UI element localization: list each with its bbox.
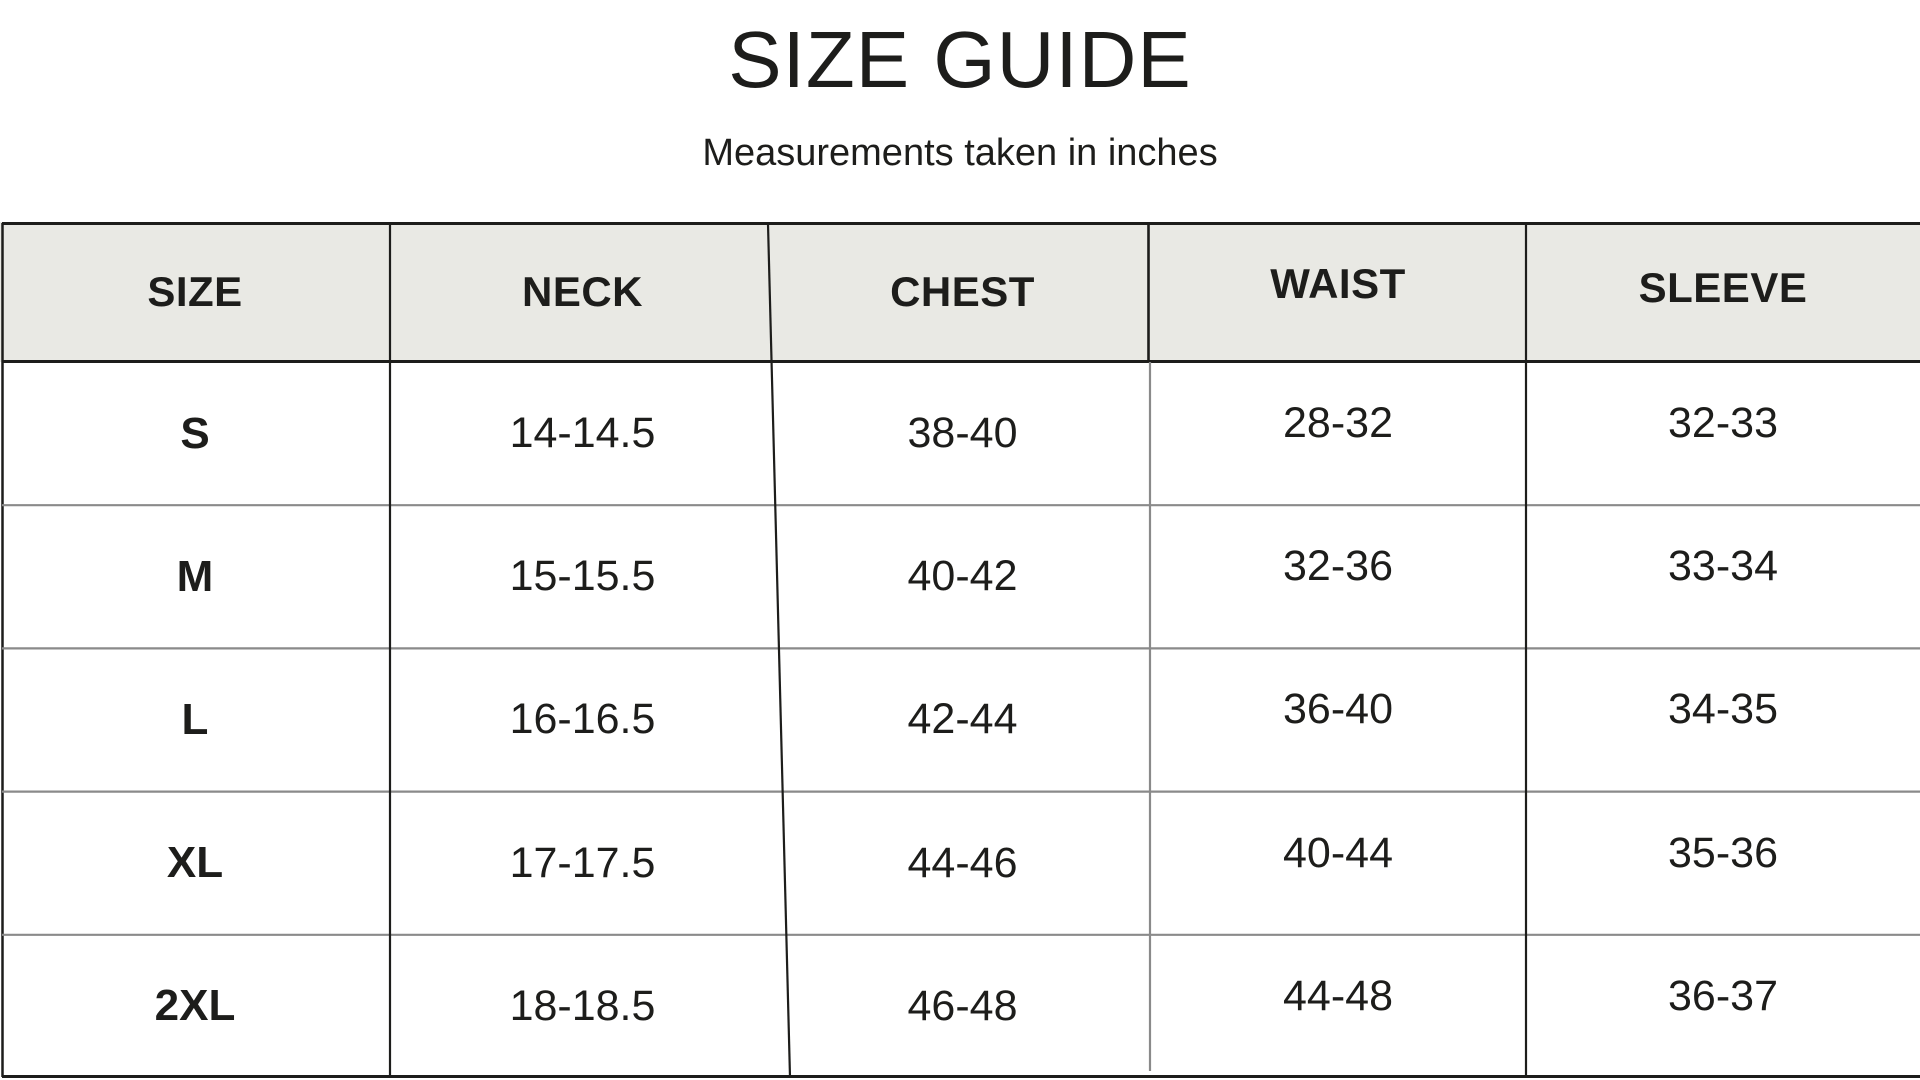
- column-header-neck: NECK: [521, 268, 643, 315]
- neck-value: 15-15.5: [509, 552, 656, 601]
- sleeve-value: 35-36: [1668, 828, 1778, 877]
- size-label: L: [181, 694, 209, 744]
- neck-value: 14-14.5: [509, 409, 656, 458]
- waist-value: 32-36: [1283, 542, 1393, 591]
- neck-value: 16-16.5: [509, 695, 656, 744]
- size-table: [0, 222, 1920, 1078]
- column-header-waist: WAIST: [1270, 260, 1406, 307]
- waist-value: 44-48: [1283, 971, 1393, 1020]
- table-row-s: [0, 362, 1920, 505]
- chest-value: 46-48: [907, 981, 1018, 1030]
- table-row-2xl: [0, 935, 1920, 1078]
- table-row-l: [0, 648, 1920, 791]
- sleeve-value: 34-35: [1668, 685, 1778, 734]
- size-label: S: [180, 408, 210, 458]
- chest-value: 40-42: [907, 552, 1018, 601]
- table-header-row: [0, 222, 1920, 362]
- column-header-sleeve: SLEEVE: [1638, 264, 1808, 311]
- waist-value: 40-44: [1283, 828, 1393, 877]
- page-subtitle: Measurements taken in inches: [702, 132, 1218, 174]
- column-header-chest: CHEST: [890, 268, 1035, 315]
- chest-value: 38-40: [907, 409, 1018, 458]
- sleeve-value: 33-34: [1668, 542, 1778, 591]
- page-title: SIZE GUIDE: [728, 15, 1192, 104]
- chest-value: 42-44: [907, 695, 1018, 744]
- chest-value: 44-46: [907, 838, 1018, 887]
- table-row-m: [0, 505, 1920, 648]
- size-label: XL: [166, 838, 224, 888]
- neck-value: 18-18.5: [509, 981, 656, 1030]
- waist-value: 28-32: [1283, 399, 1393, 448]
- table-row-xl: [0, 792, 1920, 935]
- size-label: M: [176, 551, 214, 601]
- neck-value: 17-17.5: [509, 838, 656, 887]
- size-label: 2XL: [154, 981, 236, 1031]
- sleeve-value: 32-33: [1668, 399, 1778, 448]
- waist-value: 36-40: [1283, 685, 1393, 734]
- column-header-size: SIZE: [147, 268, 243, 315]
- sleeve-value: 36-37: [1668, 971, 1778, 1020]
